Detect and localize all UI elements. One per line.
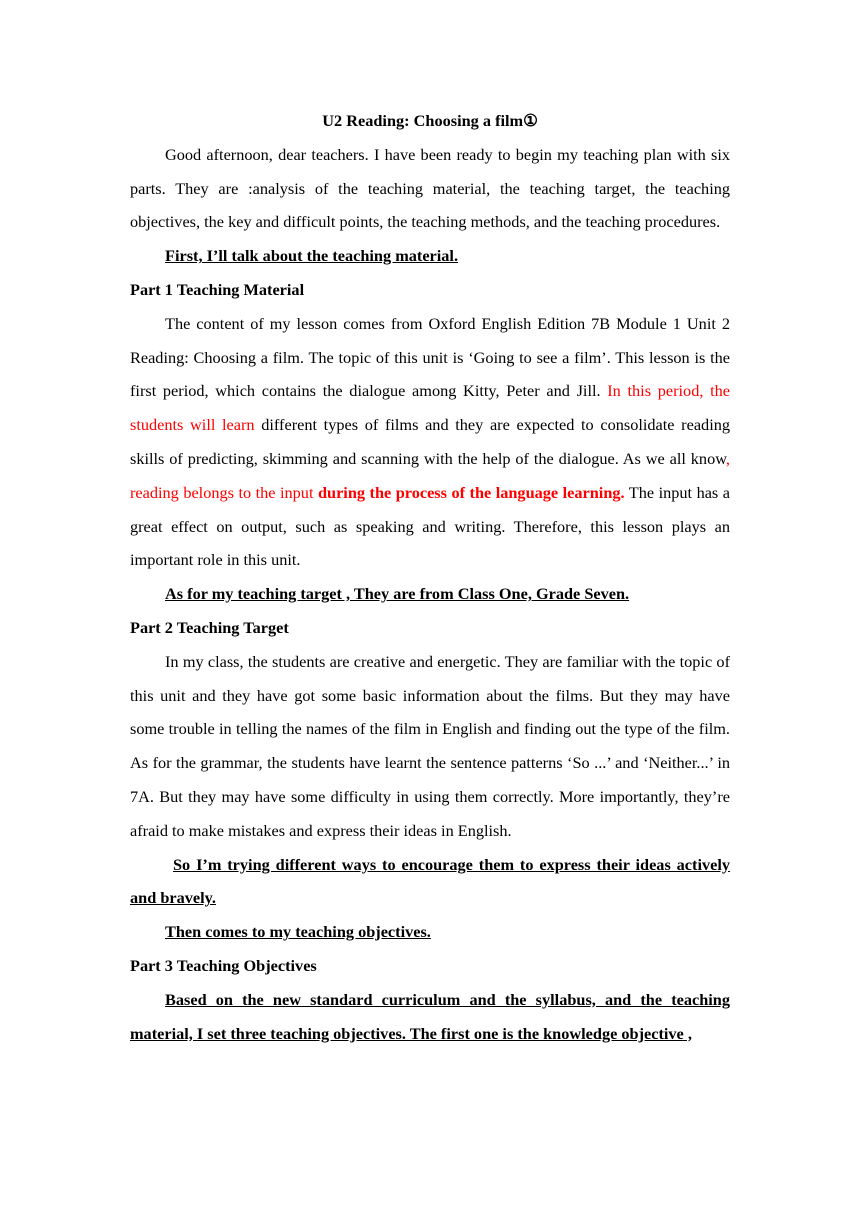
transition-text: First, I’ll talk about the teaching material. [165, 246, 459, 266]
part1-highlight-bold: during the process of the language learning. [317, 482, 625, 502]
document-title: U2 Reading: Choosing a film① [322, 111, 538, 130]
transition-teaching-material [130, 239, 730, 273]
part1-heading: Part 1 Teaching Material [130, 279, 305, 299]
emphasis-text: So I’m trying different ways to encourage them to express their ideas actively and bravely. [130, 854, 730, 908]
part1-text-a: The content of my lesson comes from Oxford English Edition 7B Module 1 Unit 2 Reading: Choosing a film. The topic of this unit is ‘Going to see a film’. This lesson is the first period, which contains the dialogue among Kitty, Peter and Jill. [130, 313, 730, 401]
part2-paragraph: In my class, the students are creative and energetic. They are familiar with the topic of this unit and they have got some basic information about the films. But they may have some trouble in telling the names of the film in English and finding out the type of the film. As for the grammar, the students have learnt the sentence patterns ‘So ...’ and ‘Neither...’ in 7A. But they may have some difficulty in using them correctly. More importantly, they’re afraid to make mistakes and express their ideas in English. [130, 651, 730, 840]
part3-paragraph [130, 983, 730, 1051]
part2-heading: Part 2 Teaching Target [130, 617, 289, 637]
transition-teaching-objectives [130, 915, 730, 949]
part3-heading: Part 3 Teaching Objectives [130, 955, 317, 975]
part3-text: Based on the new standard curriculum and the syllabus, and the teaching material, I set three teaching objectives. The first one is the knowledge objective , [130, 989, 730, 1043]
transition-text: As for my teaching target , They are from Class One, Grade Seven. [165, 584, 630, 604]
transition-teaching-target [130, 577, 730, 611]
part1-highlight-a: In this period, the students will learn [130, 381, 730, 435]
part2-emphasis [130, 848, 730, 916]
part1-paragraph [130, 307, 730, 577]
document-body [130, 104, 730, 1050]
intro-paragraph: Good afternoon, dear teachers. I have been ready to begin my teaching plan with six parts. They are :analysis of the teaching material, the teaching target, the teaching objectives, the key and difficult points, the teaching methods, and the teaching procedures. [130, 144, 730, 232]
part1-text-c: The input has a great effect on output, such as speaking and writing. Therefore, this lesson plays an important role in this unit. [130, 482, 730, 570]
transition-text: Then comes to my teaching objectives. [165, 922, 431, 942]
part1-highlight-b: , reading belongs to the input [130, 448, 730, 502]
part1-text-b: different types of films and they are expected to consolidate reading skills of predicting, skimming and scanning with the help of the dialogue. As we all know [130, 415, 730, 468]
